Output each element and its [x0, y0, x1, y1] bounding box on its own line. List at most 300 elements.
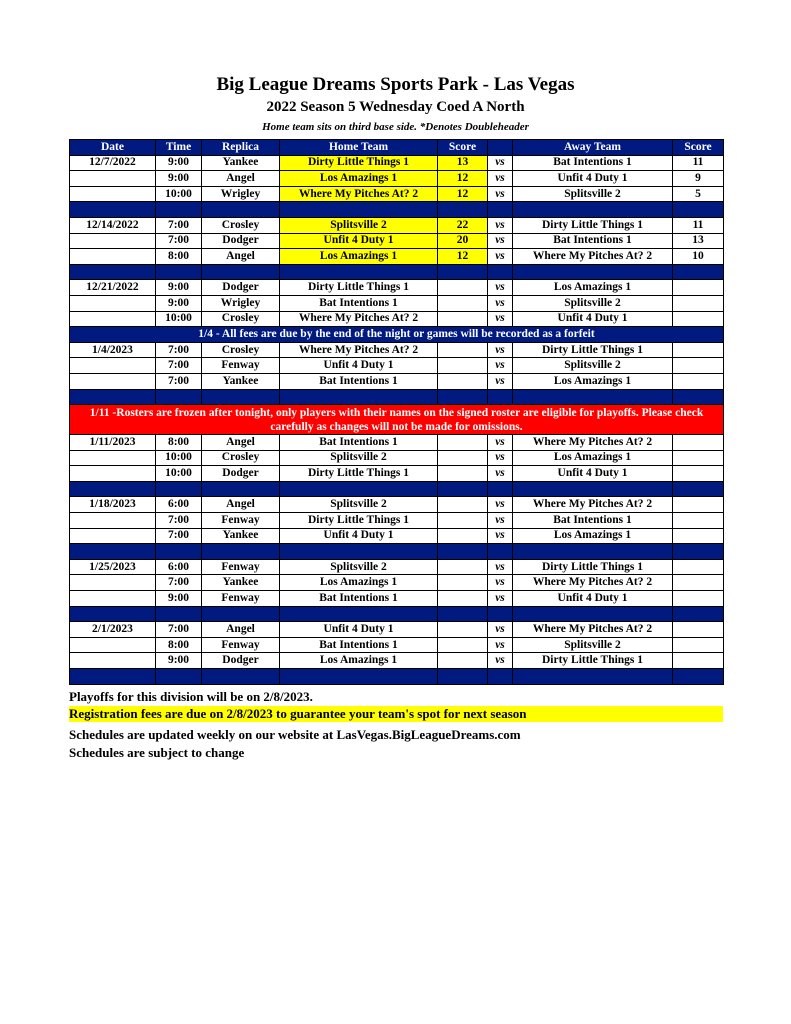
separator-cell	[280, 202, 438, 218]
vs-cell: vs	[488, 497, 513, 513]
separator-row	[70, 202, 724, 218]
vs-cell: vs	[488, 575, 513, 591]
home-score-cell	[438, 311, 488, 327]
time-cell: 9:00	[156, 653, 202, 669]
away-score-cell	[673, 528, 724, 544]
subject-note: Schedules are subject to change	[69, 745, 245, 760]
separator-cell	[70, 606, 156, 622]
replica-cell: Yankee	[202, 155, 280, 171]
home-team-cell: Where My Pitches At? 2	[280, 311, 438, 327]
separator-row	[70, 481, 724, 497]
home-team-cell: Splitsville 2	[280, 450, 438, 466]
home-score-cell	[438, 466, 488, 482]
vs-cell: vs	[488, 249, 513, 265]
vs-cell: vs	[488, 466, 513, 482]
separator-cell	[280, 669, 438, 685]
separator-cell	[156, 544, 202, 560]
separator-cell	[513, 264, 673, 280]
time-cell: 9:00	[156, 155, 202, 171]
home-score-cell	[438, 622, 488, 638]
date-cell: 1/18/2023	[70, 497, 156, 513]
home-team-cell: Unfit 4 Duty 1	[280, 622, 438, 638]
vs-cell: vs	[488, 528, 513, 544]
home-team-cell: Bat Intentions 1	[280, 591, 438, 607]
time-cell: 6:00	[156, 497, 202, 513]
date-cell	[70, 249, 156, 265]
separator-cell	[673, 481, 724, 497]
separator-cell	[70, 544, 156, 560]
home-score-cell: 12	[438, 171, 488, 187]
separator-cell	[673, 669, 724, 685]
separator-cell	[156, 606, 202, 622]
home-team-cell: Dirty Little Things 1	[280, 513, 438, 529]
separator-row	[70, 544, 724, 560]
table-row	[70, 311, 724, 327]
separator-cell	[513, 389, 673, 405]
table-row	[70, 217, 724, 233]
time-cell: 10:00	[156, 186, 202, 202]
home-team-cell: Unfit 4 Duty 1	[280, 358, 438, 374]
time-cell: 7:00	[156, 217, 202, 233]
home-team-cell: Dirty Little Things 1	[280, 155, 438, 171]
date-cell	[70, 653, 156, 669]
away-team-cell: Where My Pitches At? 2	[513, 435, 673, 451]
home-team-cell: Bat Intentions 1	[280, 295, 438, 311]
home-team-cell: Unfit 4 Duty 1	[280, 233, 438, 249]
time-cell: 9:00	[156, 591, 202, 607]
vs-cell: vs	[488, 637, 513, 653]
vs-cell: vs	[488, 622, 513, 638]
separator-cell	[513, 202, 673, 218]
registration-note: Registration fees are due on 2/8/2023 to guarantee your team's spot for next season	[69, 706, 723, 722]
separator-cell	[488, 669, 513, 685]
replica-cell: Fenway	[202, 513, 280, 529]
away-team-cell: Los Amazings 1	[513, 373, 673, 389]
home-team-cell: Where My Pitches At? 2	[280, 342, 438, 358]
replica-cell: Crosley	[202, 450, 280, 466]
date-cell	[70, 637, 156, 653]
replica-cell: Dodger	[202, 466, 280, 482]
home-score-cell	[438, 450, 488, 466]
away-score-cell	[673, 280, 724, 296]
separator-cell	[70, 389, 156, 405]
separator-cell	[488, 389, 513, 405]
replica-cell: Dodger	[202, 653, 280, 669]
vs-cell: vs	[488, 155, 513, 171]
separator-cell	[202, 389, 280, 405]
date-cell: 1/25/2023	[70, 559, 156, 575]
replica-cell: Yankee	[202, 528, 280, 544]
vs-cell: vs	[488, 280, 513, 296]
col-date: Date	[70, 140, 156, 156]
vs-cell: vs	[488, 653, 513, 669]
time-cell: 8:00	[156, 637, 202, 653]
fees-notice-row	[70, 327, 724, 343]
separator-cell	[438, 544, 488, 560]
away-score-cell	[673, 342, 724, 358]
table-row	[70, 280, 724, 296]
away-team-cell: Bat Intentions 1	[513, 233, 673, 249]
separator-cell	[156, 202, 202, 218]
table-row	[70, 295, 724, 311]
home-score-cell	[438, 513, 488, 529]
away-team-cell: Bat Intentions 1	[513, 513, 673, 529]
vs-cell: vs	[488, 171, 513, 187]
table-row	[70, 466, 724, 482]
separator-cell	[70, 264, 156, 280]
notice-text: 1/4 - All fees are due by the end of the night or games will be recorded as a forfeit	[70, 327, 724, 343]
away-score-cell: 10	[673, 249, 724, 265]
date-cell	[70, 528, 156, 544]
home-team-cell: Where My Pitches At? 2	[280, 186, 438, 202]
time-cell: 9:00	[156, 280, 202, 296]
replica-cell: Dodger	[202, 280, 280, 296]
home-team-cell: Los Amazings 1	[280, 249, 438, 265]
schedule-table	[69, 139, 724, 685]
time-cell: 7:00	[156, 528, 202, 544]
time-cell: 10:00	[156, 466, 202, 482]
table-row	[70, 249, 724, 265]
col-away-score: Score	[673, 140, 724, 156]
date-cell	[70, 591, 156, 607]
separator-cell	[280, 264, 438, 280]
home-score-cell: 13	[438, 155, 488, 171]
col-time: Time	[156, 140, 202, 156]
away-score-cell: 13	[673, 233, 724, 249]
separator-cell	[202, 606, 280, 622]
home-team-cell: Dirty Little Things 1	[280, 280, 438, 296]
away-team-cell: Bat Intentions 1	[513, 155, 673, 171]
replica-cell: Crosley	[202, 342, 280, 358]
home-team-cell: Los Amazings 1	[280, 653, 438, 669]
col-replica: Replica	[202, 140, 280, 156]
table-row	[70, 637, 724, 653]
table-row	[70, 653, 724, 669]
away-team-cell: Where My Pitches At? 2	[513, 622, 673, 638]
vs-cell: vs	[488, 233, 513, 249]
away-score-cell	[673, 497, 724, 513]
time-cell: 7:00	[156, 622, 202, 638]
separator-cell	[673, 544, 724, 560]
away-team-cell: Splitsville 2	[513, 358, 673, 374]
away-team-cell: Where My Pitches At? 2	[513, 249, 673, 265]
away-score-cell	[673, 575, 724, 591]
date-cell	[70, 295, 156, 311]
home-score-cell	[438, 528, 488, 544]
away-score-cell	[673, 358, 724, 374]
home-team-cell: Splitsville 2	[280, 217, 438, 233]
home-score-cell	[438, 653, 488, 669]
time-cell: 8:00	[156, 249, 202, 265]
page-title: Big League Dreams Sports Park - Las Vegas	[216, 74, 575, 95]
away-team-cell: Dirty Little Things 1	[513, 342, 673, 358]
home-score-cell: 12	[438, 186, 488, 202]
home-score-cell	[438, 373, 488, 389]
home-score-cell	[438, 295, 488, 311]
table-row	[70, 435, 724, 451]
table-row	[70, 186, 724, 202]
time-cell: 7:00	[156, 233, 202, 249]
date-cell: 1/11/2023	[70, 435, 156, 451]
col-away-team: Away Team	[513, 140, 673, 156]
away-score-cell	[673, 637, 724, 653]
time-cell: 7:00	[156, 513, 202, 529]
replica-cell: Angel	[202, 497, 280, 513]
separator-cell	[438, 202, 488, 218]
separator-row	[70, 264, 724, 280]
vs-cell: vs	[488, 513, 513, 529]
replica-cell: Angel	[202, 622, 280, 638]
home-team-cell: Los Amazings 1	[280, 575, 438, 591]
vs-cell: vs	[488, 342, 513, 358]
home-score-cell: 12	[438, 249, 488, 265]
notice-text: 1/11 -Rosters are frozen after tonight, only players with their names on the signed roster are eligible for playoffs. Please check carefully as changes will not be made for omissions.	[70, 405, 724, 435]
date-cell	[70, 513, 156, 529]
date-cell	[70, 575, 156, 591]
date-cell: 1/4/2023	[70, 342, 156, 358]
page-subtitle: 2022 Season 5 Wednesday Coed A North	[266, 99, 525, 115]
home-team-cell: Bat Intentions 1	[280, 373, 438, 389]
table-row	[70, 622, 724, 638]
table-row	[70, 513, 724, 529]
separator-cell	[280, 481, 438, 497]
home-team-cell: Bat Intentions 1	[280, 637, 438, 653]
replica-cell: Yankee	[202, 575, 280, 591]
separator-cell	[202, 202, 280, 218]
roster-alert-row	[70, 405, 724, 435]
time-cell: 6:00	[156, 559, 202, 575]
table-row	[70, 342, 724, 358]
away-team-cell: Unfit 4 Duty 1	[513, 311, 673, 327]
separator-row	[70, 606, 724, 622]
table-row	[70, 575, 724, 591]
replica-cell: Angel	[202, 171, 280, 187]
replica-cell: Angel	[202, 249, 280, 265]
vs-cell: vs	[488, 358, 513, 374]
away-score-cell	[673, 466, 724, 482]
replica-cell: Angel	[202, 435, 280, 451]
separator-cell	[438, 669, 488, 685]
separator-cell	[202, 544, 280, 560]
col-home-team: Home Team	[280, 140, 438, 156]
away-team-cell: Dirty Little Things 1	[513, 217, 673, 233]
home-score-cell	[438, 637, 488, 653]
away-team-cell: Unfit 4 Duty 1	[513, 466, 673, 482]
home-score-cell: 20	[438, 233, 488, 249]
home-score-cell	[438, 497, 488, 513]
playoffs-note: Playoffs for this division will be on 2/8/2023.	[69, 689, 313, 704]
separator-cell	[513, 544, 673, 560]
date-cell: 12/14/2022	[70, 217, 156, 233]
replica-cell: Crosley	[202, 217, 280, 233]
home-score-cell	[438, 280, 488, 296]
away-team-cell: Unfit 4 Duty 1	[513, 591, 673, 607]
separator-cell	[202, 669, 280, 685]
table-header	[70, 140, 724, 156]
vs-cell: vs	[488, 217, 513, 233]
date-cell: 12/21/2022	[70, 280, 156, 296]
away-team-cell: Splitsville 2	[513, 186, 673, 202]
away-score-cell	[673, 295, 724, 311]
replica-cell: Wrigley	[202, 295, 280, 311]
separator-cell	[488, 606, 513, 622]
separator-cell	[488, 202, 513, 218]
away-team-cell: Splitsville 2	[513, 295, 673, 311]
separator-cell	[513, 669, 673, 685]
home-team-cell: Unfit 4 Duty 1	[280, 528, 438, 544]
home-score-cell	[438, 575, 488, 591]
separator-cell	[280, 544, 438, 560]
vs-cell: vs	[488, 559, 513, 575]
separator-cell	[488, 544, 513, 560]
time-cell: 7:00	[156, 358, 202, 374]
replica-cell: Dodger	[202, 233, 280, 249]
away-team-cell: Splitsville 2	[513, 637, 673, 653]
separator-cell	[156, 481, 202, 497]
schedule-note: Home team sits on third base side. *Denotes Doubleheader	[262, 121, 529, 133]
home-score-cell: 22	[438, 217, 488, 233]
away-team-cell: Dirty Little Things 1	[513, 653, 673, 669]
home-team-cell: Splitsville 2	[280, 559, 438, 575]
away-score-cell	[673, 622, 724, 638]
date-cell	[70, 373, 156, 389]
away-score-cell: 9	[673, 171, 724, 187]
time-cell: 10:00	[156, 311, 202, 327]
vs-cell: vs	[488, 295, 513, 311]
table-row	[70, 528, 724, 544]
table-row	[70, 358, 724, 374]
replica-cell: Fenway	[202, 637, 280, 653]
date-cell	[70, 450, 156, 466]
table-row	[70, 373, 724, 389]
separator-cell	[280, 389, 438, 405]
separator-cell	[202, 481, 280, 497]
time-cell: 9:00	[156, 295, 202, 311]
replica-cell: Fenway	[202, 358, 280, 374]
away-score-cell: 11	[673, 217, 724, 233]
separator-cell	[673, 202, 724, 218]
date-cell	[70, 186, 156, 202]
away-team-cell: Where My Pitches At? 2	[513, 497, 673, 513]
vs-cell: vs	[488, 450, 513, 466]
separator-cell	[513, 481, 673, 497]
table-row	[70, 559, 724, 575]
home-team-cell: Los Amazings 1	[280, 171, 438, 187]
website-note: Schedules are updated weekly on our website at LasVegas.BigLeagueDreams.com	[69, 727, 521, 742]
away-score-cell	[673, 373, 724, 389]
away-score-cell	[673, 653, 724, 669]
time-cell: 9:00	[156, 171, 202, 187]
time-cell: 10:00	[156, 450, 202, 466]
date-cell	[70, 358, 156, 374]
vs-cell: vs	[488, 311, 513, 327]
away-score-cell	[673, 311, 724, 327]
separator-cell	[673, 606, 724, 622]
away-team-cell: Where My Pitches At? 2	[513, 575, 673, 591]
date-cell	[70, 233, 156, 249]
home-score-cell	[438, 559, 488, 575]
home-score-cell	[438, 342, 488, 358]
away-score-cell	[673, 513, 724, 529]
time-cell: 7:00	[156, 575, 202, 591]
away-score-cell	[673, 435, 724, 451]
separator-cell	[70, 481, 156, 497]
separator-cell	[488, 481, 513, 497]
date-cell: 12/7/2022	[70, 155, 156, 171]
away-score-cell	[673, 450, 724, 466]
separator-cell	[156, 264, 202, 280]
away-team-cell: Los Amazings 1	[513, 528, 673, 544]
away-team-cell: Los Amazings 1	[513, 280, 673, 296]
home-team-cell: Dirty Little Things 1	[280, 466, 438, 482]
separator-cell	[438, 606, 488, 622]
replica-cell: Crosley	[202, 311, 280, 327]
col-vs	[488, 140, 513, 156]
home-score-cell	[438, 358, 488, 374]
vs-cell: vs	[488, 373, 513, 389]
time-cell: 7:00	[156, 373, 202, 389]
date-cell	[70, 171, 156, 187]
separator-row	[70, 389, 724, 405]
separator-cell	[156, 669, 202, 685]
separator-cell	[202, 264, 280, 280]
vs-cell: vs	[488, 435, 513, 451]
away-score-cell	[673, 591, 724, 607]
replica-cell: Yankee	[202, 373, 280, 389]
date-cell	[70, 466, 156, 482]
replica-cell: Fenway	[202, 591, 280, 607]
vs-cell: vs	[488, 186, 513, 202]
separator-cell	[673, 389, 724, 405]
away-score-cell: 5	[673, 186, 724, 202]
away-score-cell: 11	[673, 155, 724, 171]
separator-cell	[156, 389, 202, 405]
home-team-cell: Bat Intentions 1	[280, 435, 438, 451]
separator-cell	[438, 481, 488, 497]
home-score-cell	[438, 591, 488, 607]
table-row	[70, 450, 724, 466]
table-row	[70, 497, 724, 513]
separator-cell	[438, 264, 488, 280]
date-cell	[70, 311, 156, 327]
away-score-cell	[673, 559, 724, 575]
table-row	[70, 171, 724, 187]
separator-cell	[438, 389, 488, 405]
table-body	[70, 155, 724, 684]
time-cell: 7:00	[156, 342, 202, 358]
separator-cell	[70, 669, 156, 685]
vs-cell: vs	[488, 591, 513, 607]
replica-cell: Fenway	[202, 559, 280, 575]
away-team-cell: Unfit 4 Duty 1	[513, 171, 673, 187]
home-score-cell	[438, 435, 488, 451]
separator-row	[70, 669, 724, 685]
table-row	[70, 591, 724, 607]
table-row	[70, 233, 724, 249]
separator-cell	[513, 606, 673, 622]
separator-cell	[70, 202, 156, 218]
replica-cell: Wrigley	[202, 186, 280, 202]
separator-cell	[488, 264, 513, 280]
time-cell: 8:00	[156, 435, 202, 451]
home-team-cell: Splitsville 2	[280, 497, 438, 513]
away-team-cell: Dirty Little Things 1	[513, 559, 673, 575]
date-cell: 2/1/2023	[70, 622, 156, 638]
separator-cell	[280, 606, 438, 622]
separator-cell	[673, 264, 724, 280]
table-row	[70, 155, 724, 171]
away-team-cell: Los Amazings 1	[513, 450, 673, 466]
